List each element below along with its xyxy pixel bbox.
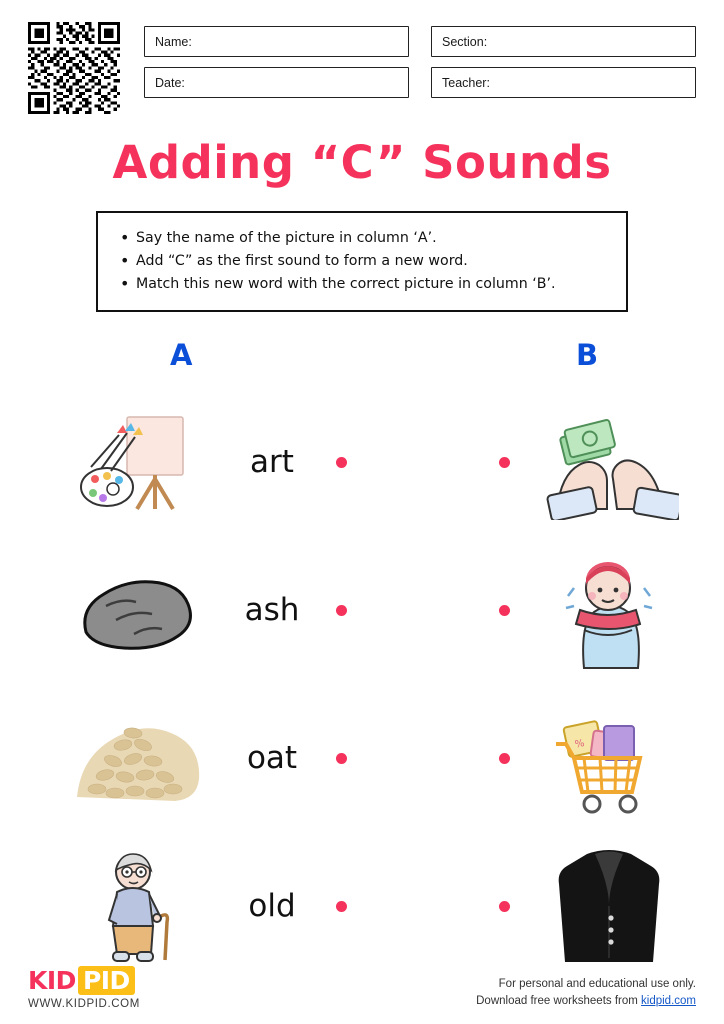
match-dot-left[interactable] [336,605,347,616]
instruction-item: • Match this new word with the correct picture in column ‘B’. [108,273,612,296]
name-field-label: Name: [155,34,192,49]
section-field[interactable] [431,26,696,57]
easel-paint-palette-image [62,392,212,532]
kidpid-logo[interactable] [28,966,140,1010]
grey-rock-stone-image [62,540,212,680]
svg-text:%: % [573,737,586,751]
column-b-heading: B [576,338,599,372]
table-row [0,536,724,684]
instruction-item: • Add “C” as the first sound to form a new word. [108,250,612,273]
teacher-field[interactable] [431,67,696,98]
page-title: Adding “C” Sounds [112,136,612,189]
qr-code-icon [28,22,120,114]
logo-url: WWW.KIDPID.COM [28,998,140,1010]
instruction-item: • Say the name of the picture in column ‘A’. [108,227,612,250]
word-label: ash [244,592,300,628]
word-label: oat [246,740,298,776]
match-dot-right[interactable] [499,753,510,764]
word-label: art [250,444,294,480]
table-row [0,684,724,832]
footer-note-line1: For personal and educational use only. [498,978,696,990]
old-man-with-cane-image [62,836,212,976]
logo-kid-text: KID [28,966,76,995]
word-label: old [248,888,296,924]
match-dot-left[interactable] [336,901,347,912]
logo-pid-text: PID [78,966,135,995]
page-footer [0,966,724,1010]
column-headings [0,338,724,374]
table-row [0,832,724,980]
kidpid-link[interactable]: kidpid.com [641,995,696,1007]
teacher-field-label: Teacher: [442,75,490,90]
table-row [0,388,724,536]
pile-of-oats-image [62,688,212,828]
matching-rows [0,388,724,980]
section-field-label: Section: [442,34,488,49]
date-field-label: Date: [155,75,185,90]
student-info-fields [144,22,696,98]
shopping-cart-image [534,688,684,828]
name-field[interactable] [144,26,409,57]
hands-cash-money-image [534,392,684,532]
column-a-heading: A [170,338,193,372]
black-coat-suit-image [534,836,684,976]
cold-shivering-person-image [534,540,684,680]
match-dot-left[interactable] [336,457,347,468]
worksheet-header [0,0,724,114]
match-dot-right[interactable] [499,901,510,912]
match-dot-left[interactable] [336,753,347,764]
match-dot-right[interactable] [499,605,510,616]
match-dot-right[interactable] [499,457,510,468]
footer-note [476,976,696,1010]
date-field[interactable] [144,67,409,98]
instructions-box [96,211,628,312]
footer-note-line2: Download free worksheets from [476,995,642,1007]
